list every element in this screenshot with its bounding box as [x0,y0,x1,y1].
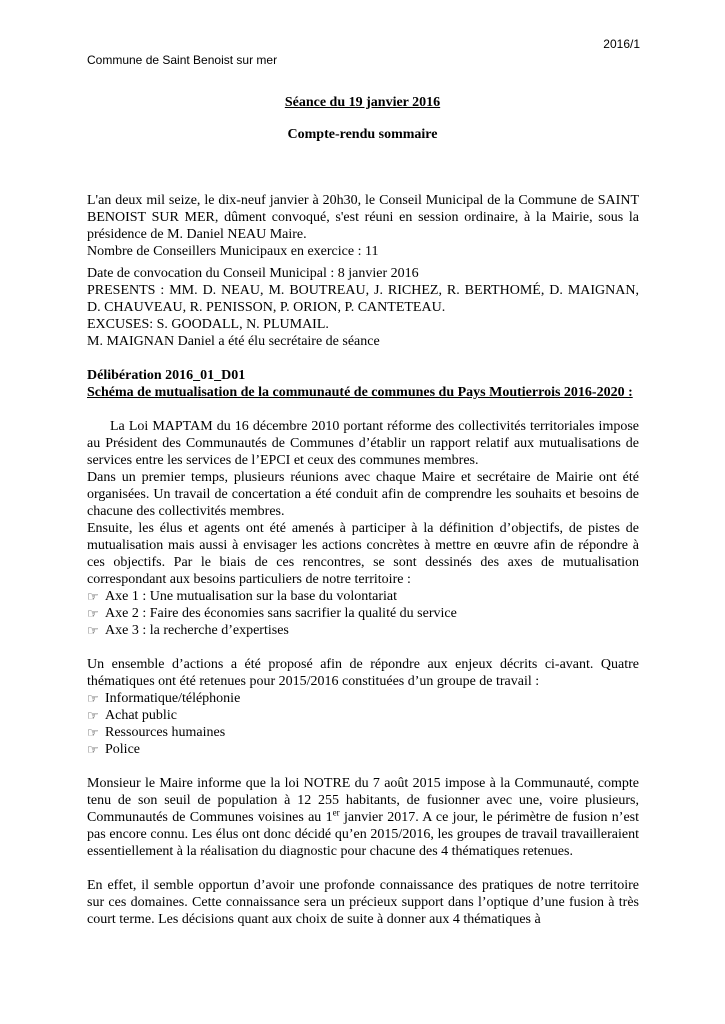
document-body [87,192,664,928]
list-item [87,707,639,724]
loi-notre-part-b: janvier 2017. A ce jour, le périmètre de fusion n’est pas encore connu. Les élus ont donc décidé qu’en 2015/2016, les groupes de travail travailleraient essentiellement à la réalisation du diagnostic pour chacune des 4 thématiques retenues. [87,810,639,859]
axe-1: Axe 1 : Une mutualisation sur la base du volontariat [105,589,397,604]
deliberation-title: Schéma de mutualisation de la communauté de communes du Pays Moutierrois 2016-2020 : [87,385,633,400]
pointing-hand-icon: ☞ [87,691,99,706]
axe-3: Axe 3 : la recherche d’expertises [105,623,289,638]
loi-notre-part-a: Monsieur le Maire informe que la loi NOTRE du 7 août 2015 impose à la Communauté, compte tenu de son seuil de population à 12 255 habitants, de fusionner avec une, voire plusieurs, Communautés de Communes voisines au 1 [87,776,639,825]
conseillers-count: Nombre de Conseillers Municipaux en exercice : 11 [87,244,379,259]
secretaire-line: M. MAIGNAN Daniel a été élu secrétaire de séance [87,334,380,349]
intro-paragraph: L'an deux mil seize, le dix-neuf janvier à 20h30, le Conseil Municipal de la Commune de SAINT BENOIST SUR MER, dûment convoqué, s'est réuni en session ordinaire, à la Mairie, sous la présidence de M. Daniel NEAU Maire. [87,193,639,242]
list-item [87,622,639,639]
axe-2: Axe 2 : Faire des économies sans sacrifier la qualité du service [105,606,457,621]
paragraph-reunions: Dans un premier temps, plusieurs réunions avec chaque Maire et secrétaire de Mairie ont été organisées. Un travail de concertation a été conduit afin de comprendre les souhaits et besoins de chacune des collectivités membres. [87,470,639,519]
pointing-hand-icon: ☞ [87,725,99,740]
list-item [87,690,639,707]
paragraph-loi-notre [87,775,639,860]
seance-title-text: Séance du 19 janvier 2016 [284,95,441,110]
commune-header: Commune de Saint Benoist sur mer [87,53,278,67]
theme-police: Police [105,742,140,757]
theme-achat: Achat public [105,708,177,723]
theme-informatique: Informatique/téléphonie [105,691,241,706]
list-item [87,588,639,605]
page-number: 2016/1 [603,37,640,51]
loi-notre-sup: er [332,807,340,818]
pointing-hand-icon: ☞ [87,589,99,604]
paragraph-maptam: La Loi MAPTAM du 16 décembre 2010 portant réforme des collectivités territoriales impose au Président des Communautés de Communes d’établir un rapport relatif aux mutualisations de services entre les services de l’EPCI et ceux des communes membres. [87,419,639,468]
convocation-date: Date de convocation du Conseil Municipal : 8 janvier 2016 [87,266,419,281]
pointing-hand-icon: ☞ [87,742,99,757]
seance-title [0,95,725,111]
pointing-hand-icon: ☞ [87,623,99,638]
compte-rendu-title: Compte-rendu sommaire [287,127,438,142]
excuses-list: EXCUSES: S. GOODALL, N. PLUMAIL. [87,317,329,332]
paragraph-connaissance: En effet, il semble opportun d’avoir une profonde connaissance des pratiques de notre territoire sur ces domaines. Cette connaissance sera un précieux support dans l’optique d’une fusion à très court terme. Les décisions quant aux choix de suite à donner aux 4 thématiques à [87,878,639,927]
paragraph-actions: Un ensemble d’actions a été proposé afin de répondre aux enjeux décrits ci-avant. Quatre thématiques ont été retenues pour 2015/2016 constituées d’un groupe de travail : [87,657,639,689]
pointing-hand-icon: ☞ [87,708,99,723]
theme-rh: Ressources humaines [105,725,226,740]
list-item [87,741,639,758]
list-item [87,724,639,741]
list-item [87,605,639,622]
deliberation-number: Délibération 2016_01_D01 [87,368,246,383]
paragraph-objectifs: Ensuite, les élus et agents ont été amenés à participer à la définition d’objectifs, de pistes de mutualisation mais aussi à envisager les actions concrètes à mettre en œuvre afin de répondre à ces objectifs. Par le biais de ces rencontres, se sont dessinés des axes de mutualisation correspondant aux besoins particuliers de notre territoire : [87,521,639,587]
pointing-hand-icon: ☞ [87,606,99,621]
presents-list: PRESENTS : MM. D. NEAU, M. BOUTREAU, J. RICHEZ, R. BERTHOMÉ, D. MAIGNAN, D. CHAUVEAU, R. PENISSON, P. ORION, P. CANTETEAU. [87,283,664,315]
